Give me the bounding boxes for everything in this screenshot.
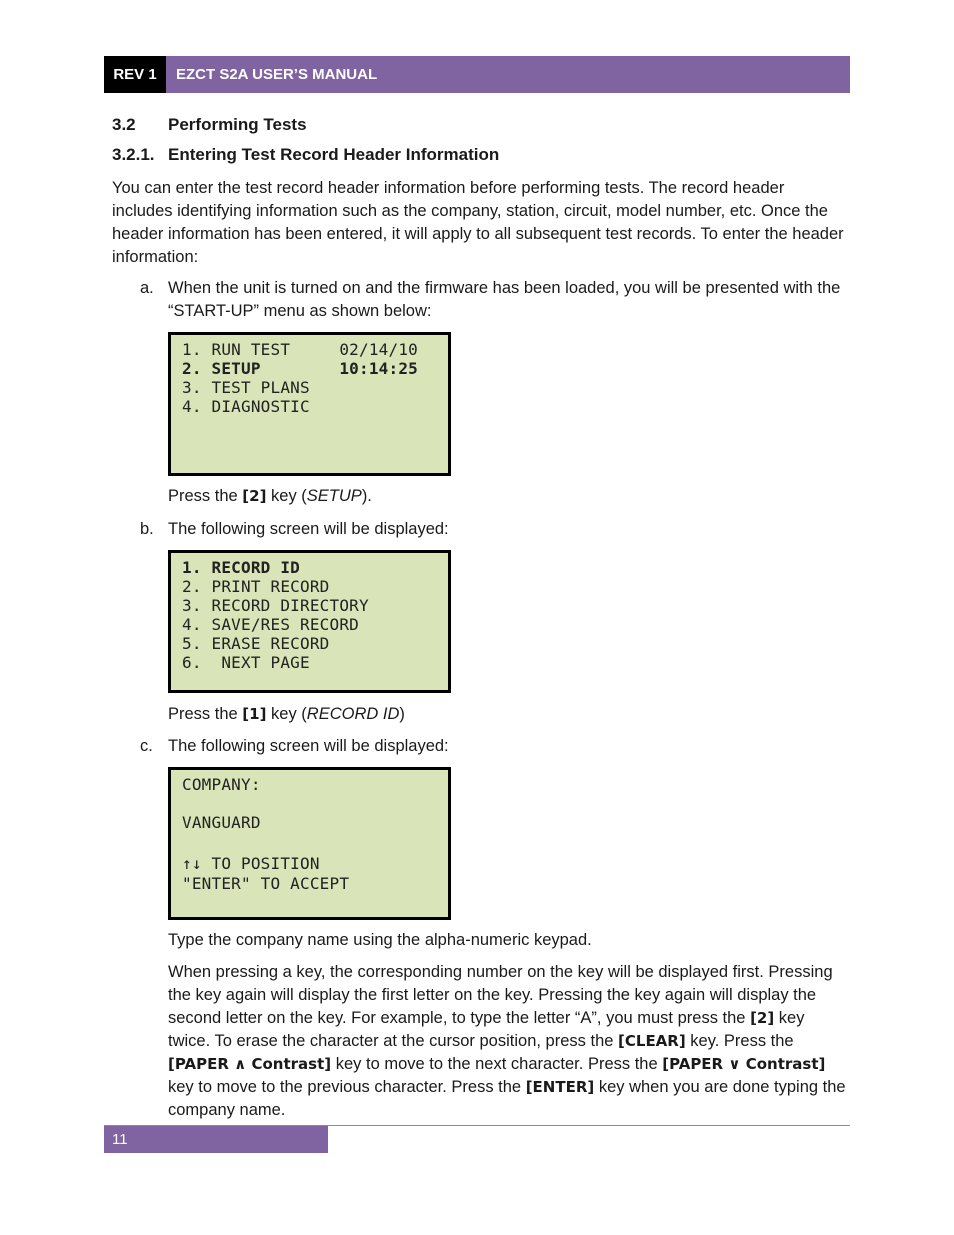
instr-text: key. Press the	[685, 1032, 794, 1050]
press-text: )	[399, 705, 405, 723]
footer-page-number: 11	[104, 1126, 328, 1153]
lcd-line	[182, 832, 448, 851]
step-b-text: The following screen will be displayed:	[168, 520, 449, 538]
section-heading	[112, 115, 307, 135]
lcd-line: 5. ERASE RECORD	[182, 634, 330, 653]
step-c-letter: c.	[140, 737, 153, 755]
step-b-letter: b.	[140, 520, 154, 538]
subsection-heading	[112, 145, 499, 165]
lcd-line: 2. PRINT RECORD	[182, 577, 330, 596]
press-text: ).	[361, 487, 372, 505]
key-label: [2]	[750, 1009, 775, 1027]
press-text: key (	[266, 487, 307, 505]
intro-paragraph: You can enter the test record header information before performing tests. The record header includes identifying information such as the company, station, circuit, model number, etc. Once the header information has been entered, it will apply to all subsequent test records. To enter the header information:	[112, 179, 844, 266]
step-b-press	[168, 703, 848, 726]
lcd-line: COMPANY:	[182, 775, 261, 794]
lcd-startup-menu	[168, 332, 451, 476]
key-instructions	[168, 961, 848, 1122]
step-a-text: When the unit is turned on and the firmware has been loaded, you will be presented with the “START-UP” menu as shown below:	[168, 279, 841, 320]
header-manual-title: EZCT S2A USER’S MANUAL	[166, 56, 850, 93]
lcd-line: 3. TEST PLANS	[182, 378, 310, 397]
press-menu-name: RECORD ID	[306, 705, 400, 723]
instr-text: key when you are done typing the company name.	[168, 1078, 846, 1119]
instr-text: key twice. To erase the character at the cursor position, press the	[168, 1009, 805, 1050]
lcd-company-entry	[168, 767, 451, 920]
key-label: [2]	[242, 487, 267, 505]
press-text: key (	[266, 705, 307, 723]
lcd-line: 3. RECORD DIRECTORY	[182, 596, 369, 615]
lcd-line	[182, 794, 448, 813]
step-c-text: The following screen will be displayed:	[168, 737, 449, 755]
key-label: [ENTER]	[525, 1078, 595, 1096]
press-text: Press the	[168, 705, 243, 723]
lcd-line: 6. NEXT PAGE	[182, 653, 310, 672]
instr-text: key to move to the previous character. Press the	[168, 1078, 526, 1096]
instr-text: key to move to the next character. Press the	[331, 1055, 663, 1073]
step-a-letter: a.	[140, 279, 154, 297]
instr-text: When pressing a key, the corresponding number on the key will be displayed first. Pressing the key again will display the first letter on the key. Pressing the key again will display the second letter on the key. For example, to type the letter “A”, you must press the	[168, 963, 833, 1027]
key-label: [1]	[242, 705, 267, 723]
header-rev-label: REV 1	[104, 56, 166, 93]
key-label: [PAPER ∨ Contrast]	[662, 1055, 826, 1073]
lcd-line: 1. RUN TEST 02/14/10	[182, 340, 418, 359]
section-title: Performing Tests	[168, 115, 307, 134]
lcd-line: VANGUARD	[182, 813, 261, 832]
subsection-title: Entering Test Record Header Information	[168, 145, 500, 164]
lcd-line: "ENTER" TO ACCEPT	[182, 874, 350, 893]
press-text: Press the	[168, 487, 243, 505]
lcd-line: 4. SAVE/RES RECORD	[182, 615, 359, 634]
subsection-number: 3.2.1.	[112, 145, 155, 164]
lcd-line-selected: 1. RECORD ID	[182, 558, 300, 577]
step-a-press	[168, 485, 848, 508]
lcd-line-selected: 2. SETUP 10:14:25	[182, 359, 418, 378]
lcd-line: 4. DIAGNOSTIC	[182, 397, 310, 416]
press-menu-name: SETUP	[306, 487, 362, 505]
key-label: [PAPER ∧ Contrast]	[168, 1055, 332, 1073]
lcd-line: ↑↓ TO POSITION	[182, 854, 320, 873]
key-label: [CLEAR]	[618, 1032, 686, 1050]
type-company-line: Type the company name using the alpha-numeric keypad.	[168, 931, 592, 949]
lcd-setup-menu	[168, 550, 451, 693]
section-number: 3.2	[112, 115, 136, 134]
